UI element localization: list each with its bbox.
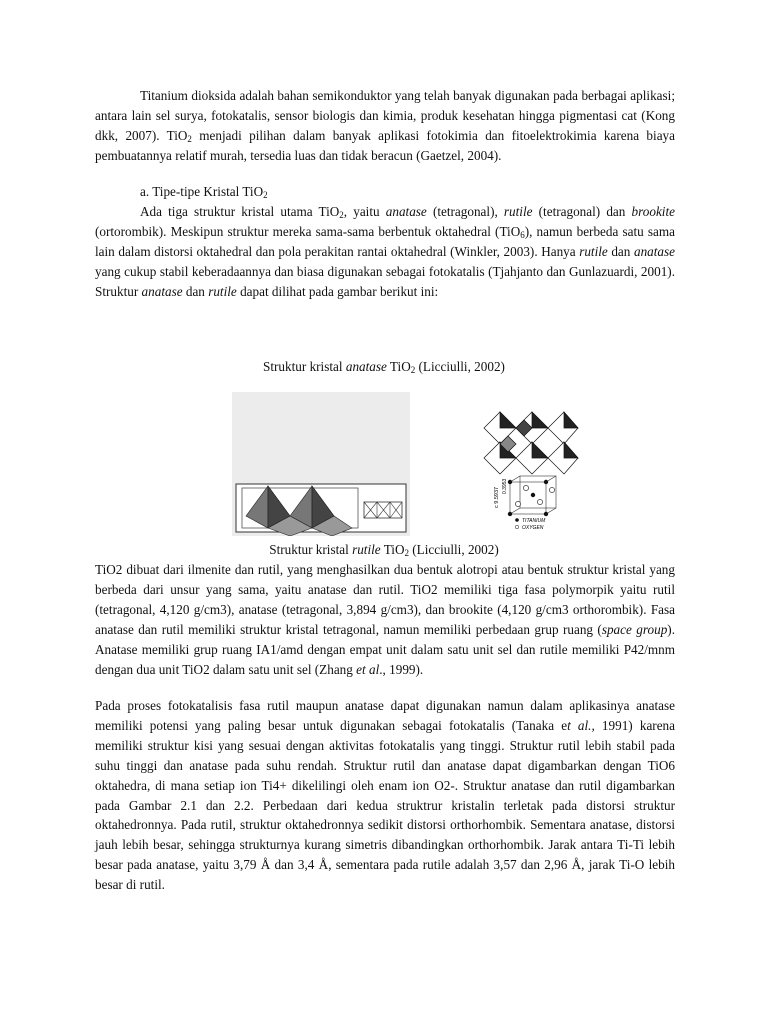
oxygen-legend-marker	[515, 525, 519, 529]
legend-oxygen: OXYGEN	[522, 525, 544, 531]
unit-cell-illustration	[470, 398, 590, 533]
caption-rutile: Struktur kristal rutile TiO$_2$ (Licciulli, 2002)	[269, 542, 499, 558]
paragraph-intro: Titanium dioksida adalah bahan semikonduktor yang telah banyak digunakan pada berbagai aplikasi; antara lain sel surya, fotokatalis, sensor biologis dan kimia, produk kesehatan hingga pigmentasi cat (Kong dkk, 2007). TiO$_2$ menjadi pilihan dalam banyak aplikasi fotokimia dan fitoelektrokimia karena biaya pembuatannya relatif murah, tersedia luas dan tidak beracun (Gaetzel, 2004).	[95, 88, 675, 163]
paragraph-crystal-structures: Ada tiga struktur kristal utama TiO$_2$, yaitu anatase (tetragonal), rutile (tetragonal) dan brookite (ortorombik). Meskipun struktur mereka sama-sama berbentuk oktahedral (TiO$_6$), namun berbeda satu sama lain dalam distorsi oktahedral dan pola perakitan rantai oktahedral (Winkler, 2003). Hanya rutile dan anatase yang cukup stabil keberadaannya dan biasa digunakan sebagai fotokatalis (Tjahjanto dan Gunlazuardi, 2001). Struktur anatase dan rutile dapat dilihat pada gambar berikut ini:	[95, 204, 675, 299]
octahedra-chain-illustration	[232, 392, 410, 536]
figure-rutile-chain	[232, 392, 410, 536]
paragraph-allotropes: TiO2 dibuat dari ilmenite dan rutil, yang menghasilkan dua bentuk alotropi atau bentuk struktur kristal yang berbeda dari unsur yang sama, yaitu anatase dan rutil. TiO2 memiliki tiga fasa polymorpik yaitu rutil (tetragonal, 4,120 g/cm3), anatase (tetragonal, 3,894 g/cm3), dan brookite (4,120 g/cm3 orthorombik). Fasa anatase dan rutil memiliki struktur kristal tetragonal, namun memiliki perbedaan grup ruang (space group). Anatase memiliki grup ruang IA1/amd dengan empat unit dalam satu unit sel dan rutile memiliki P42/mnm dengan dua unit TiO2 dalam satu unit sel (Zhang et al., 1999).	[95, 562, 675, 677]
paragraph-photocatalysis: Pada proses fotokatalisis fasa rutil maupun anatase dapat digunakan namun dalam aplikasinya anatase memiliki potensi yang paling besar untuk digunakan sebagai fotokatalis (Tanaka et al., 1991) karena memiliki struktur kisi yang sesuai dengan aktivitas fotokatalis yang tinggi. Struktur rutil lebih stabil pada suhu tinggi dan anatase pada suhu rendah. Struktur rutil dan anatase dapat digambarkan dengan TiO6 oktahedra, di mana setiap ion Ti4+ dikelilingi oleh enam ion O2-. Struktur anatase dan rutil digambarkan pada Gambar 2.1 dan 2.2. Perbedaan dari kedua struktrur kristalin terletak pada distorsi struktur oktahedronnya. Pada rutil, struktur oktahedronnya sedikit distorsi orthorhombik. Sementara anatase, distorsi jauh lebih besar, sehingga strukturnya kurang simetris dibandingkan orthorhombik. Jarak antara Ti-Ti lebih besar pada anatase, yaitu 3,79 Å dan 3,4 Å, sementara pada rutile adalah 3,57 dan 2,96 Å, jarak Ti-O lebih besar di rutil.	[95, 698, 675, 893]
figure-rutile-unit-cell	[470, 398, 590, 533]
caption-anatase: Struktur kristal anatase TiO$_2$ (Licciulli, 2002)	[263, 359, 505, 375]
subheading-crystal-types: a. Tipe-tipe Kristal TiO$_2$	[140, 184, 268, 200]
axis-label-c: c 9.5937	[494, 486, 500, 508]
titanium-legend-marker	[515, 518, 519, 522]
legend-titanium: TITANIUM	[522, 518, 546, 524]
axis-label-a: 0.3953	[502, 478, 508, 494]
